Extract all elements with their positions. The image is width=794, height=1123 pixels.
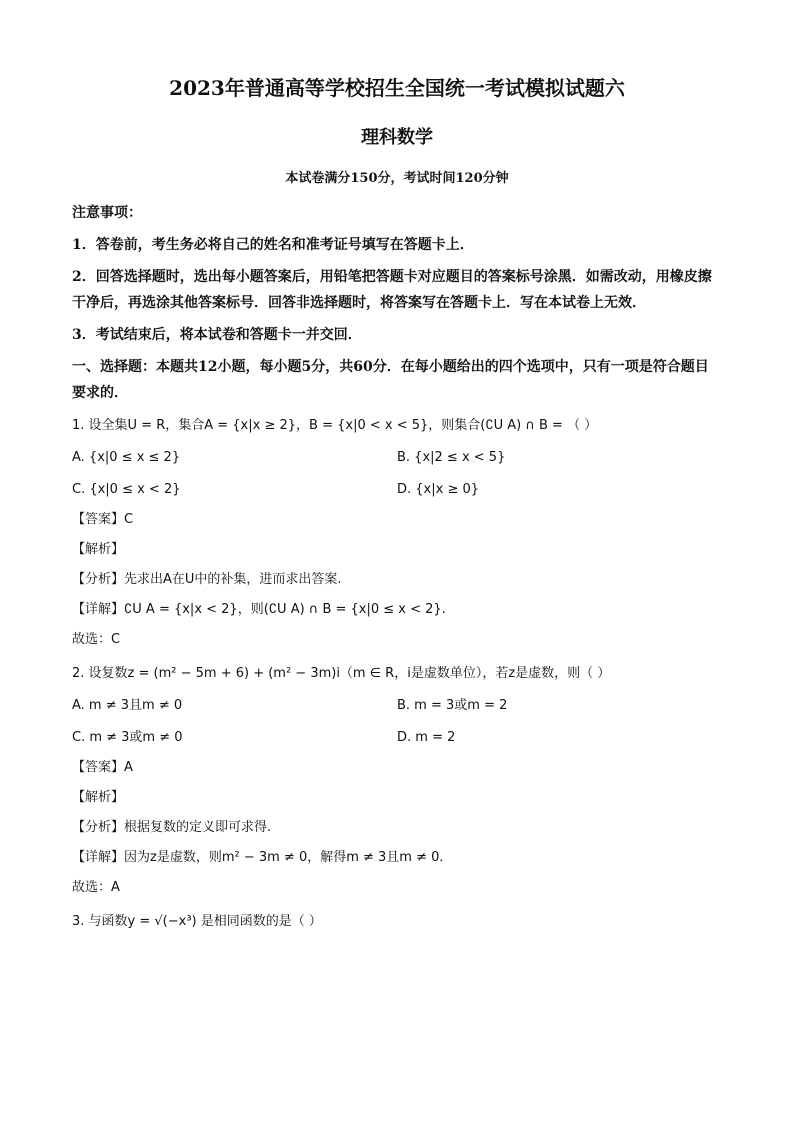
- option-a: A. {x|0 ≤ x ≤ 2}: [72, 450, 181, 465]
- question-stem: 3. 与函数y = √(−x³) 是相同函数的是（ ）: [72, 914, 322, 929]
- detailed-solution: 【详解】∁U A = {x|x < 2}，则(∁U A) ∩ B = {x|0 ≤ x < 2}.: [72, 602, 446, 617]
- notes-block: [72, 200, 722, 348]
- option-c: C. m ≠ 3或m ≠ 0: [72, 730, 183, 745]
- option-b: B. m = 3或m = 2: [397, 698, 508, 713]
- analysis: 【分析】先求出A在U中的补集，进而求出答案.: [72, 572, 342, 587]
- note-item: 1．答卷前，考生务必将自己的姓名和准考证号填写在答题卡上．: [72, 237, 474, 253]
- note-item: 3．考试结束后，将本试卷和答题卡一并交回．: [72, 327, 362, 343]
- analysis-heading: 【解析】: [72, 542, 125, 557]
- question-stem: 2. 设复数z = (m² − 5m + 6) + (m² − 3m)i（m ∈ R，i是虚数单位），若z是虚数，则（ ）: [72, 666, 611, 681]
- analysis: 【分析】根据复数的定义即可求得.: [72, 820, 272, 835]
- section-title: 一、选择题：本题共12小题，每小题5分，共60分．在每小题给出的四个选项中，只有一项是符合题目要求的．: [72, 359, 709, 401]
- notes-heading: 注意事项：: [72, 205, 142, 221]
- final-choice: 故选：A: [72, 880, 120, 895]
- exam-meta: 本试卷满分150分，考试时间120分钟: [285, 171, 509, 186]
- option-b: B. {x|2 ≤ x < 5}: [397, 450, 506, 465]
- option-c: C. {x|0 ≤ x < 2}: [72, 482, 181, 497]
- options: [72, 688, 722, 752]
- question-stem: 1. 设全集U = R，集合A = {x|x ≥ 2}，B = {x|0 < x < 5}，则集合(∁U A) ∩ B = （ ）: [72, 418, 598, 433]
- exam-title: 2023年普通高等学校招生全国统一考试模拟试题六: [169, 76, 625, 100]
- option-d: D. m = 2: [397, 730, 456, 745]
- option-a: A. m ≠ 3且m ≠ 0: [72, 698, 183, 713]
- answer: 【答案】C: [72, 512, 134, 527]
- option-d: D. {x|x ≥ 0}: [397, 482, 480, 497]
- question-2: [72, 660, 722, 902]
- question-1: [72, 412, 722, 654]
- analysis-heading: 【解析】: [72, 790, 125, 805]
- detailed-solution: 【详解】因为z是虚数，则m² − 3m ≠ 0，解得m ≠ 3且m ≠ 0．: [72, 850, 453, 865]
- question-3: [72, 908, 722, 936]
- exam-subtitle: 理科数学: [361, 127, 433, 148]
- note-item: 2．回答选择题时，选出每小题答案后，用铅笔把答题卡对应题目的答案标号涂黑．如需改动，用橡皮擦干净后，再选涂其他答案标号．回答非选择题时，将答案写在答题卡上．写在本试卷上无效．: [72, 269, 712, 311]
- exam-page: [72, 60, 722, 936]
- options: [72, 440, 722, 504]
- answer: 【答案】A: [72, 760, 133, 775]
- final-choice: 故选：C: [72, 632, 121, 647]
